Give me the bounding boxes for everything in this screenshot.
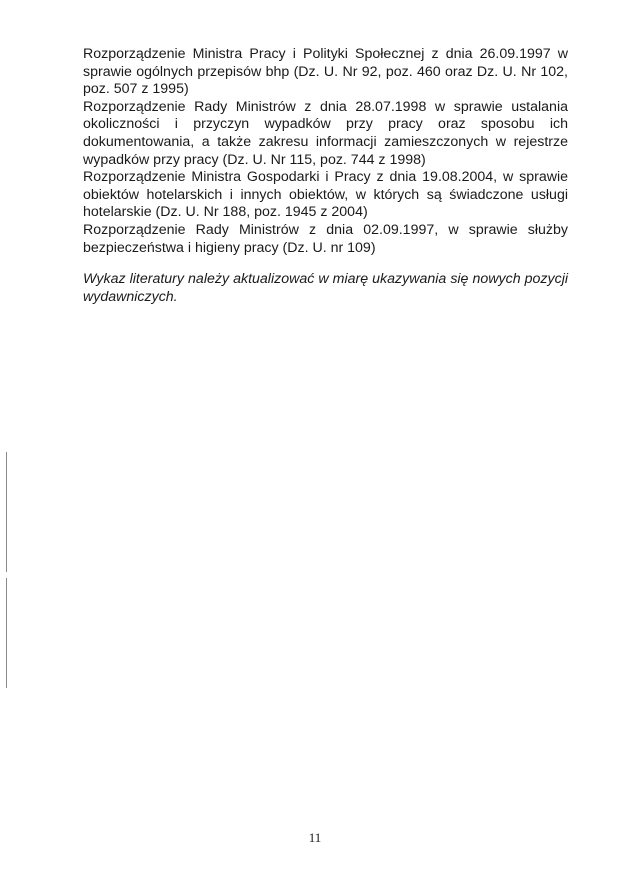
- page-number: 11: [308, 830, 322, 845]
- document-body: [83, 46, 568, 321]
- scan-edge-mark: [6, 578, 7, 688]
- bibliography-entry: Rozporządzenie Rady Ministrów z dnia 02.09.1997, w sprawie służby bezpieczeństwa i higieny pracy (Dz. U. nr 109): [83, 221, 568, 256]
- scan-edge-mark: [6, 452, 7, 572]
- bibliography-entry: Rozporządzenie Ministra Gospodarki i Pracy z dnia 19.08.2004, w sprawie obiektów hotelarskich i innych obiektów, w których są świadczone usługi hotelarskie (Dz. U. Nr 188, poz. 1945 z 2004): [83, 169, 568, 221]
- bibliography-entry: Rozporządzenie Rady Ministrów z dnia 28.07.1998 w sprawie ustalania okoliczności i przyczyn wypadków przy pracy oraz sposobu ich dokumentowania, a także zakresu informacji zamieszczonych w rejestrze wypadków przy pracy (Dz. U. Nr 115, poz. 744 z 1998): [83, 98, 568, 168]
- bibliography-entry: Rozporządzenie Ministra Pracy i Polityki Społecznej z dnia 26.09.1997 w sprawie ogólnych przepisów bhp (Dz. U. Nr 92, poz. 460 oraz Dz. U. Nr 102, poz. 507 z 1995): [83, 46, 568, 98]
- literature-update-note: Wykaz literatury należy aktualizować w miarę ukazywania się nowych pozycji wydawniczych.: [83, 271, 568, 305]
